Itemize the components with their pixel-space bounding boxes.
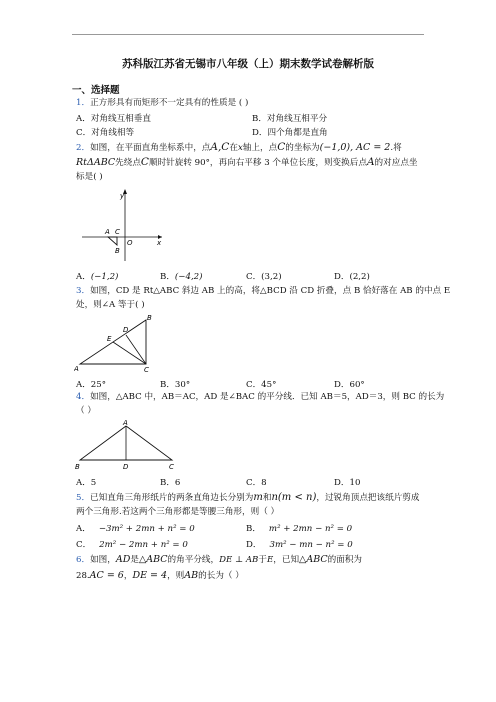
q1-text: 正方形具有而矩形不一定具有的性质是 ( ) — [90, 98, 249, 108]
q2-option-a-letter: A． — [76, 272, 91, 282]
q1-option-a: A．对角线互相垂直 — [76, 114, 151, 124]
triangle-abc — [108, 237, 117, 245]
label-c: C — [169, 463, 174, 471]
q2-option-b — [160, 270, 203, 282]
q2-math: C — [140, 156, 149, 168]
q6-math: AC = 6 — [89, 570, 124, 581]
q2-math: A,C — [210, 141, 230, 153]
q2-math: (−1,0), AC = 2 — [319, 142, 391, 153]
q2-text: 先绕点 — [115, 158, 141, 168]
q5-text: ，过锐角顶点把该纸片剪成 — [316, 493, 420, 503]
q5-option-d-letter: D． — [246, 540, 262, 550]
q5-option-d — [246, 538, 353, 550]
q2-number: 2． — [76, 143, 91, 153]
q6-math: △ABC — [138, 554, 168, 565]
q6-text: 于 — [258, 555, 267, 565]
q4-option-c: C．8 — [246, 478, 267, 488]
q2-text: 的坐标为 — [285, 143, 320, 153]
q3-text: 如图，CD 是 Rt△ABC 斜边 AB 上的高，将△BCD 沿 CD 折叠，点 B 恰好落在 AB 的中点 E — [90, 286, 451, 296]
q4-line2: （ ） — [76, 406, 96, 416]
q5-option-c-letter: C． — [76, 540, 92, 550]
label-a: A — [105, 228, 110, 236]
q5-text: 和 — [262, 493, 272, 503]
q5-math: m — [253, 492, 263, 503]
q4-text: 如图，△ABC 中，AB＝AC，AD 是∠BAC 的平分线．已知 AB＝5，AD＝3，则 BC 的长为 — [90, 392, 445, 402]
doc-title: 苏科版江苏省无锡市八年级（上）期末数学试卷解析版 — [122, 58, 374, 70]
q3-number: 3． — [76, 286, 91, 296]
label-a: A — [123, 419, 128, 427]
q2-text: 顺时针旋转 90°，再向右平移 3 个单位长度，则变换后点 — [148, 158, 367, 168]
q1-number: 1． — [76, 98, 91, 108]
q6-text: 如图， — [90, 555, 116, 565]
q2-text: 如图，在平面直角坐标系中，点 — [90, 143, 211, 153]
q2-text: 轴上，点 — [242, 143, 278, 153]
q5-math: n(m < n) — [271, 492, 317, 503]
q2-line2 — [76, 157, 418, 169]
label-b: B — [75, 463, 80, 471]
section-heading: 一、选择题 — [72, 85, 120, 96]
segment-ce — [113, 342, 146, 364]
label-b: B — [115, 247, 120, 255]
q2-text: .将 — [390, 143, 402, 153]
q2-line3: 标是( ) — [76, 172, 103, 182]
label-x: x — [157, 239, 162, 247]
label-b: B — [147, 314, 152, 322]
q2-math: A — [366, 156, 375, 168]
q1-option-c: C．对角线相等 — [76, 128, 135, 138]
q4-option-d: D．10 — [334, 478, 361, 488]
q6-text: 的面积为 — [327, 555, 363, 565]
q3-option-a: A．25° — [76, 380, 107, 390]
q2-option-b-value: (−4,2) — [174, 272, 203, 282]
q5-option-b-letter: B． — [246, 524, 261, 534]
q6-math: AB — [184, 570, 199, 581]
q5-text: 已知直角三角形纸片的两条直角边长分别为 — [90, 493, 254, 503]
q2-math: RtΔABC — [76, 157, 116, 168]
q2-option-b-letter: B． — [160, 272, 175, 282]
q4-option-b: B．6 — [160, 478, 181, 488]
q6-text: 28. — [76, 571, 90, 581]
q6-math: DE = 4 — [132, 570, 168, 581]
q2-option-d: D．(2,2) — [334, 272, 370, 282]
q6-text: 的长为（ ） — [198, 571, 244, 581]
q2-math: x — [237, 143, 243, 153]
q1-option-b: B．对角线互相平分 — [252, 114, 328, 124]
label-o: O — [127, 239, 133, 247]
q6-math: E — [266, 555, 274, 565]
label-e: E — [107, 335, 112, 343]
label-d: D — [123, 326, 129, 334]
q6-text: 是 — [130, 555, 139, 565]
q6-text: ， — [123, 571, 133, 581]
label-c: C — [115, 228, 120, 236]
q2-option-a-value: (−1,2) — [90, 272, 119, 282]
q3-triangle-figure — [74, 312, 158, 372]
q5-option-c — [76, 538, 188, 550]
q3-line1 — [76, 286, 450, 297]
label-y: y — [120, 192, 125, 200]
label-a: A — [74, 365, 79, 372]
q2-math: C — [277, 141, 286, 153]
q5-option-b-value: m² + 2mn − n² = 0 — [268, 524, 353, 534]
q5-option-d-value: 3m² − mn − n² = 0 — [269, 540, 353, 550]
label-c: C — [144, 366, 149, 372]
q5-option-a-letter: A． — [76, 524, 91, 534]
q4-line1 — [76, 392, 444, 403]
q6-line1 — [76, 554, 362, 566]
q1-stem — [76, 98, 248, 109]
q6-text: 的角平分线， — [167, 555, 220, 565]
q5-option-b — [246, 522, 352, 534]
q6-math: DE ⊥ AB — [219, 555, 259, 565]
q4-triangle-figure — [74, 418, 178, 472]
q2-option-c: C．(3,2) — [246, 272, 282, 282]
q2-line1 — [76, 142, 402, 154]
q5-line2: 两个三角形.若这两个三角形都是等腰三角形，则（ ） — [76, 507, 280, 517]
q2-text: 的对应点坐 — [374, 158, 418, 168]
q3-option-c: C．45° — [246, 380, 277, 390]
q6-text: ，已知 — [273, 555, 300, 565]
q6-text: ，则 — [167, 571, 185, 581]
q6-number: 6． — [76, 555, 91, 565]
q4-option-a: A．5 — [76, 478, 97, 488]
q3-option-b: B．30° — [160, 380, 191, 390]
label-d: D — [123, 463, 129, 471]
q5-option-a — [76, 522, 195, 534]
segment-cd — [126, 335, 146, 364]
q2-option-a — [76, 270, 118, 282]
q5-line1 — [76, 492, 420, 504]
q1-option-d: D．四个角都是直角 — [252, 128, 328, 138]
q5-option-c-value: 2m² − 2mn + n² = 0 — [99, 540, 188, 550]
q4-number: 4． — [76, 392, 91, 402]
q5-number: 5． — [76, 493, 91, 503]
q3-option-d: D．60° — [334, 380, 365, 390]
q2-text: 在 — [229, 143, 238, 153]
q2-coordinate-figure — [78, 186, 164, 262]
q6-math: △ABC — [299, 554, 328, 565]
q3-line2: 处，则∠A 等于( ) — [76, 300, 145, 310]
q6-math: AD — [115, 554, 131, 565]
q6-line2 — [76, 570, 244, 582]
header-rule — [72, 34, 424, 35]
q5-option-a-value: −3m² + 2mn + n² = 0 — [98, 524, 195, 534]
